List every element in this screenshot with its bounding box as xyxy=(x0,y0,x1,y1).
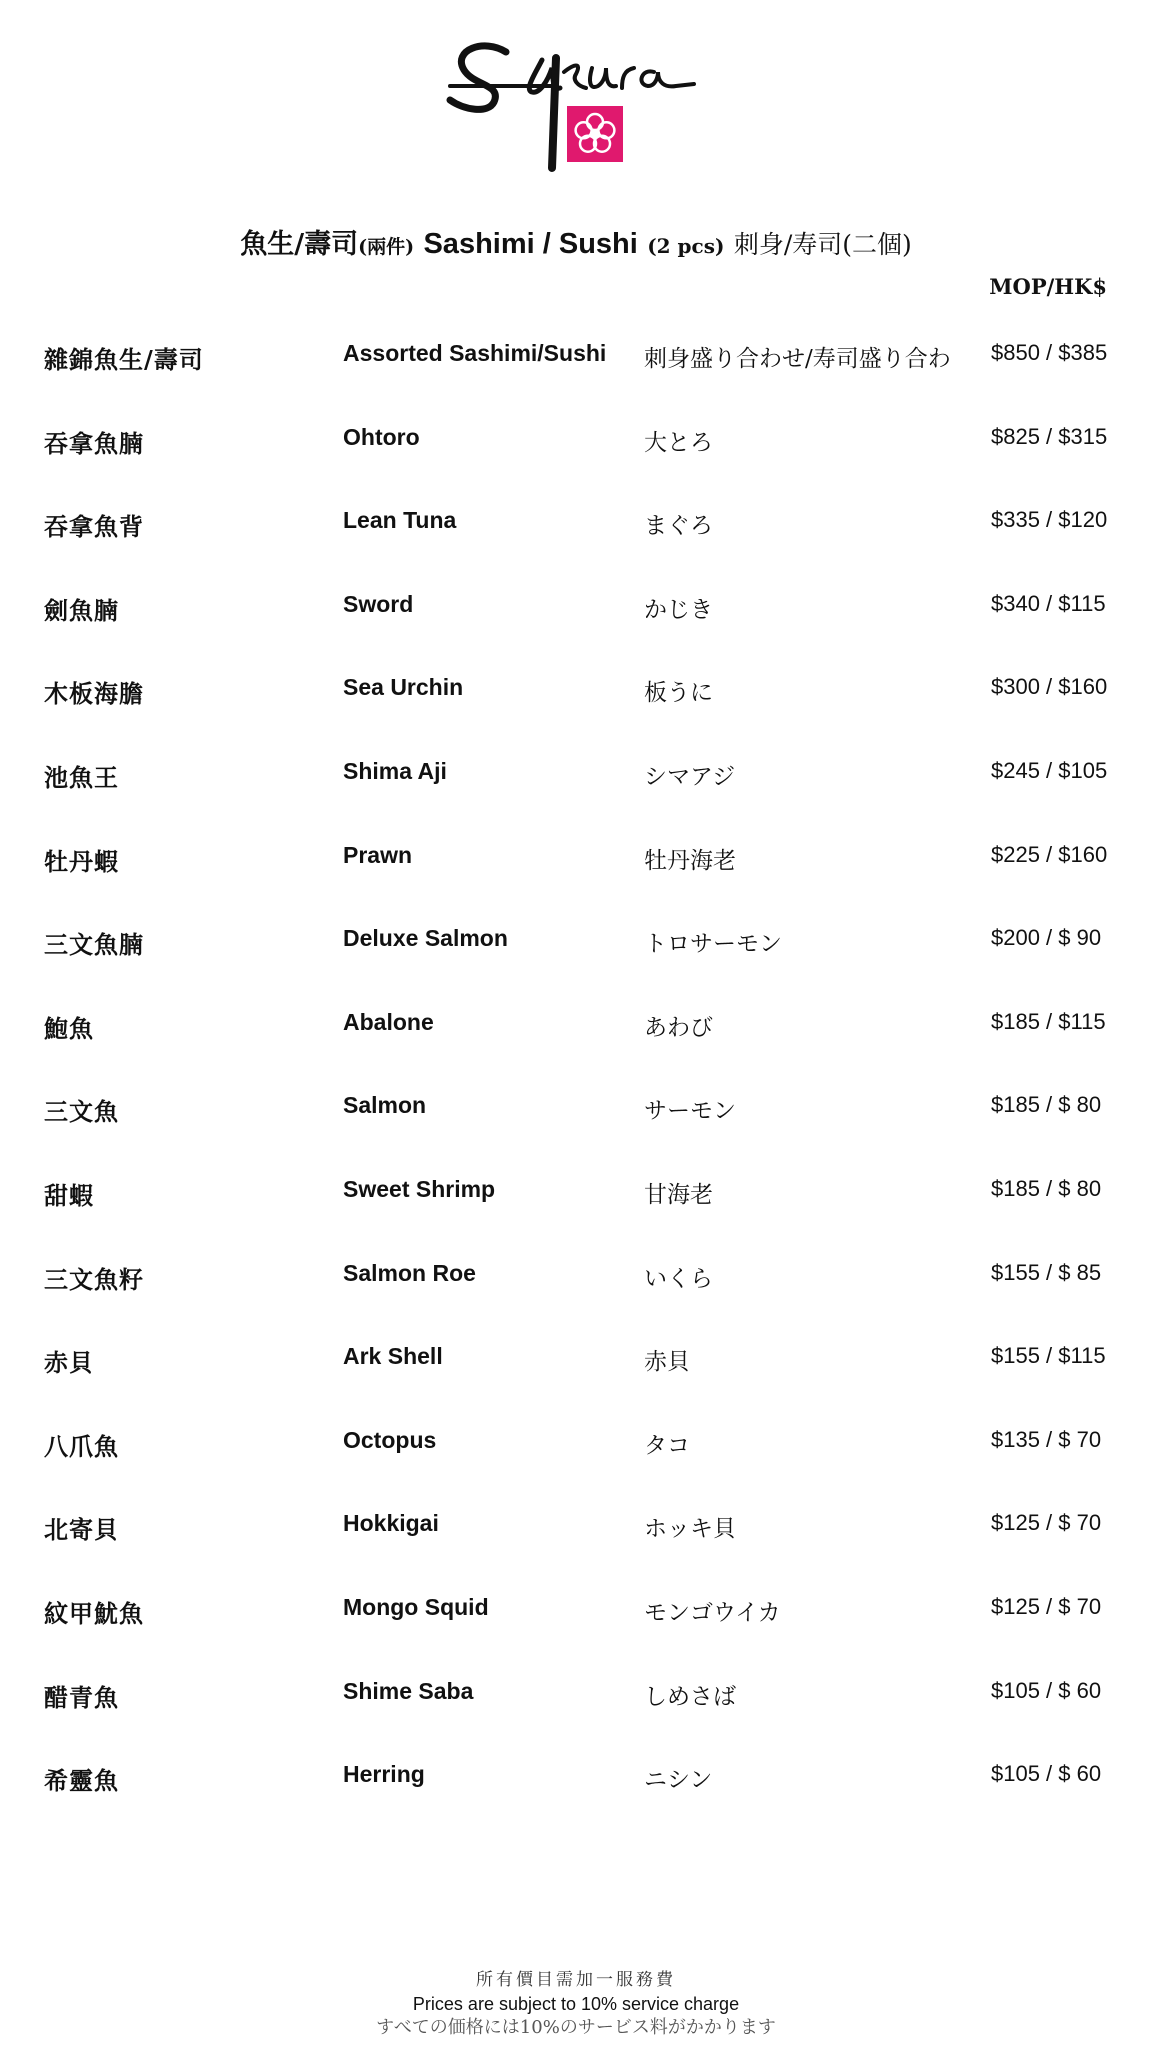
item-name-zh: 劍魚腩 xyxy=(44,595,119,625)
item-name-en: Assorted Sashimi/Sushi xyxy=(343,340,607,366)
item-name-jp: あわび xyxy=(644,1014,713,1041)
item-name-zh: 木板海膽 xyxy=(44,679,144,709)
item-name-jp: 赤貝 xyxy=(644,1349,690,1376)
item-name-zh: 三文魚籽 xyxy=(44,1264,144,1294)
item-name-jp: 大とろ xyxy=(644,429,713,456)
item-name-en: Mongo Squid xyxy=(343,1593,489,1620)
item-name-zh: 紋甲魷魚 xyxy=(44,1598,144,1628)
item-name-en: Deluxe Salmon xyxy=(343,925,508,952)
item-price: $245 / $105 xyxy=(991,757,1108,783)
item-price: $300 / $160 xyxy=(991,674,1108,700)
item-name-en: Salmon Roe xyxy=(343,1259,476,1286)
item-name-en: Shime Saba xyxy=(343,1677,474,1704)
menu-item xyxy=(44,1672,1124,1756)
sakura-logo-graphic xyxy=(444,28,704,178)
menu-item xyxy=(44,919,1124,1003)
item-name-jp: サーモン xyxy=(644,1098,736,1125)
item-price: $185 / $ 80 xyxy=(991,1175,1102,1201)
item-price: $340 / $115 xyxy=(991,590,1106,616)
service-charge-en: Prices are subject to 10% service charge xyxy=(412,1994,740,2014)
item-price: $225 / $160 xyxy=(991,841,1108,867)
item-name-jp: いくら xyxy=(644,1265,713,1292)
item-name-jp: タコ xyxy=(644,1432,690,1459)
service-charge-zh: 所有價目需加一服務費 xyxy=(476,1970,676,1990)
menu-item xyxy=(44,501,1124,585)
service-charge-note xyxy=(0,1968,1152,2040)
item-name-jp: かじき xyxy=(644,596,713,623)
item-name-zh: 三文魚 xyxy=(44,1097,119,1127)
menu-item xyxy=(44,1755,1124,1839)
title-en: Sashimi / Sushi xyxy=(423,228,638,260)
item-name-zh: 池魚王 xyxy=(44,762,119,792)
menu-item xyxy=(44,1337,1124,1421)
item-name-jp: 刺身盛り合わせ/寿司盛り合わ xyxy=(644,346,951,372)
item-name-en: Octopus xyxy=(343,1426,437,1453)
item-name-zh: 甜蝦 xyxy=(44,1180,94,1210)
item-name-zh: 八爪魚 xyxy=(44,1431,119,1461)
item-name-zh: 雜錦魚生/壽司 xyxy=(44,345,204,374)
item-name-jp: モンゴウイカ xyxy=(644,1599,781,1626)
item-price: $125 / $ 70 xyxy=(991,1510,1102,1536)
menu-item xyxy=(44,1504,1124,1588)
item-name-zh: 三文魚腩 xyxy=(44,930,144,960)
menu-item xyxy=(44,752,1124,836)
sakura-logo xyxy=(444,28,704,178)
menu-item xyxy=(44,668,1124,752)
item-name-jp: トロサーモン xyxy=(644,931,782,958)
item-name-zh: 北寄貝 xyxy=(44,1515,119,1545)
item-name-jp: 牡丹海老 xyxy=(644,847,736,874)
menu-item xyxy=(44,1588,1124,1672)
item-name-zh: 吞拿魚背 xyxy=(44,512,144,542)
menu-item xyxy=(44,1003,1124,1087)
menu-item xyxy=(44,1421,1124,1505)
item-name-jp: しめさば xyxy=(644,1683,736,1710)
item-name-zh: 吞拿魚腩 xyxy=(44,428,144,458)
item-price: $125 / $ 70 xyxy=(991,1593,1102,1619)
item-name-jp: 板うに xyxy=(644,680,713,707)
item-name-en: Abalone xyxy=(343,1008,434,1035)
item-price: $185 / $115 xyxy=(991,1008,1106,1034)
item-price: $335 / $120 xyxy=(991,507,1108,533)
item-name-en: Salmon xyxy=(343,1092,427,1119)
menu-item xyxy=(44,1086,1124,1170)
menu-item xyxy=(44,585,1124,669)
item-name-en: Ark Shell xyxy=(343,1343,443,1370)
service-charge-jp: すべての価格には10%のサービス料がかかります xyxy=(376,2017,776,2038)
item-name-zh: 醋青魚 xyxy=(44,1682,119,1712)
item-name-en: Ohtoro xyxy=(343,423,420,450)
item-price: $155 / $115 xyxy=(991,1343,1106,1369)
item-name-jp: シマアジ xyxy=(644,763,736,790)
item-name-en: Herring xyxy=(343,1761,425,1788)
title-en-pieces: (2 pcs) xyxy=(647,234,725,258)
item-name-en: Prawn xyxy=(343,841,413,868)
item-price: $155 / $ 85 xyxy=(991,1259,1102,1285)
item-name-zh: 赤貝 xyxy=(44,1348,94,1378)
item-price: $105 / $ 60 xyxy=(991,1677,1102,1703)
item-name-jp: まぐろ xyxy=(644,513,713,540)
title-jp: 刺身/寿司(二個) xyxy=(733,230,912,259)
item-price: $825 / $315 xyxy=(991,423,1108,449)
item-name-jp: 甘海老 xyxy=(644,1181,713,1208)
title-zh: 魚生/壽司 xyxy=(240,229,359,260)
menu-section-title xyxy=(0,222,1152,261)
item-price: $185 / $ 80 xyxy=(991,1092,1102,1118)
menu-item xyxy=(44,418,1124,502)
item-name-zh: 鮑魚 xyxy=(44,1013,94,1043)
menu-item xyxy=(44,836,1124,920)
item-name-jp: ホッキ貝 xyxy=(644,1516,736,1543)
menu-item xyxy=(44,1170,1124,1254)
item-name-en: Lean Tuna xyxy=(343,507,457,534)
menu-list xyxy=(44,334,1124,1839)
item-price: $105 / $ 60 xyxy=(991,1761,1102,1787)
item-name-en: Sword xyxy=(343,590,414,617)
item-name-en: Sea Urchin xyxy=(343,674,464,701)
title-zh-pieces: (兩件) xyxy=(358,236,415,258)
item-name-en: Shima Aji xyxy=(343,757,447,784)
menu-item xyxy=(44,334,1124,418)
menu-item xyxy=(44,1254,1124,1338)
item-price: $200 / $ 90 xyxy=(991,925,1102,951)
item-price: $850 / $385 xyxy=(991,340,1108,365)
item-name-zh: 牡丹蝦 xyxy=(44,846,119,876)
item-price: $135 / $ 70 xyxy=(991,1426,1102,1452)
currency-label: MOP/HK$ xyxy=(989,274,1107,299)
item-name-en: Sweet Shrimp xyxy=(343,1175,496,1202)
item-name-jp: ニシン xyxy=(644,1767,713,1794)
item-name-zh: 希靈魚 xyxy=(44,1766,119,1796)
item-name-en: Hokkigai xyxy=(343,1510,439,1537)
